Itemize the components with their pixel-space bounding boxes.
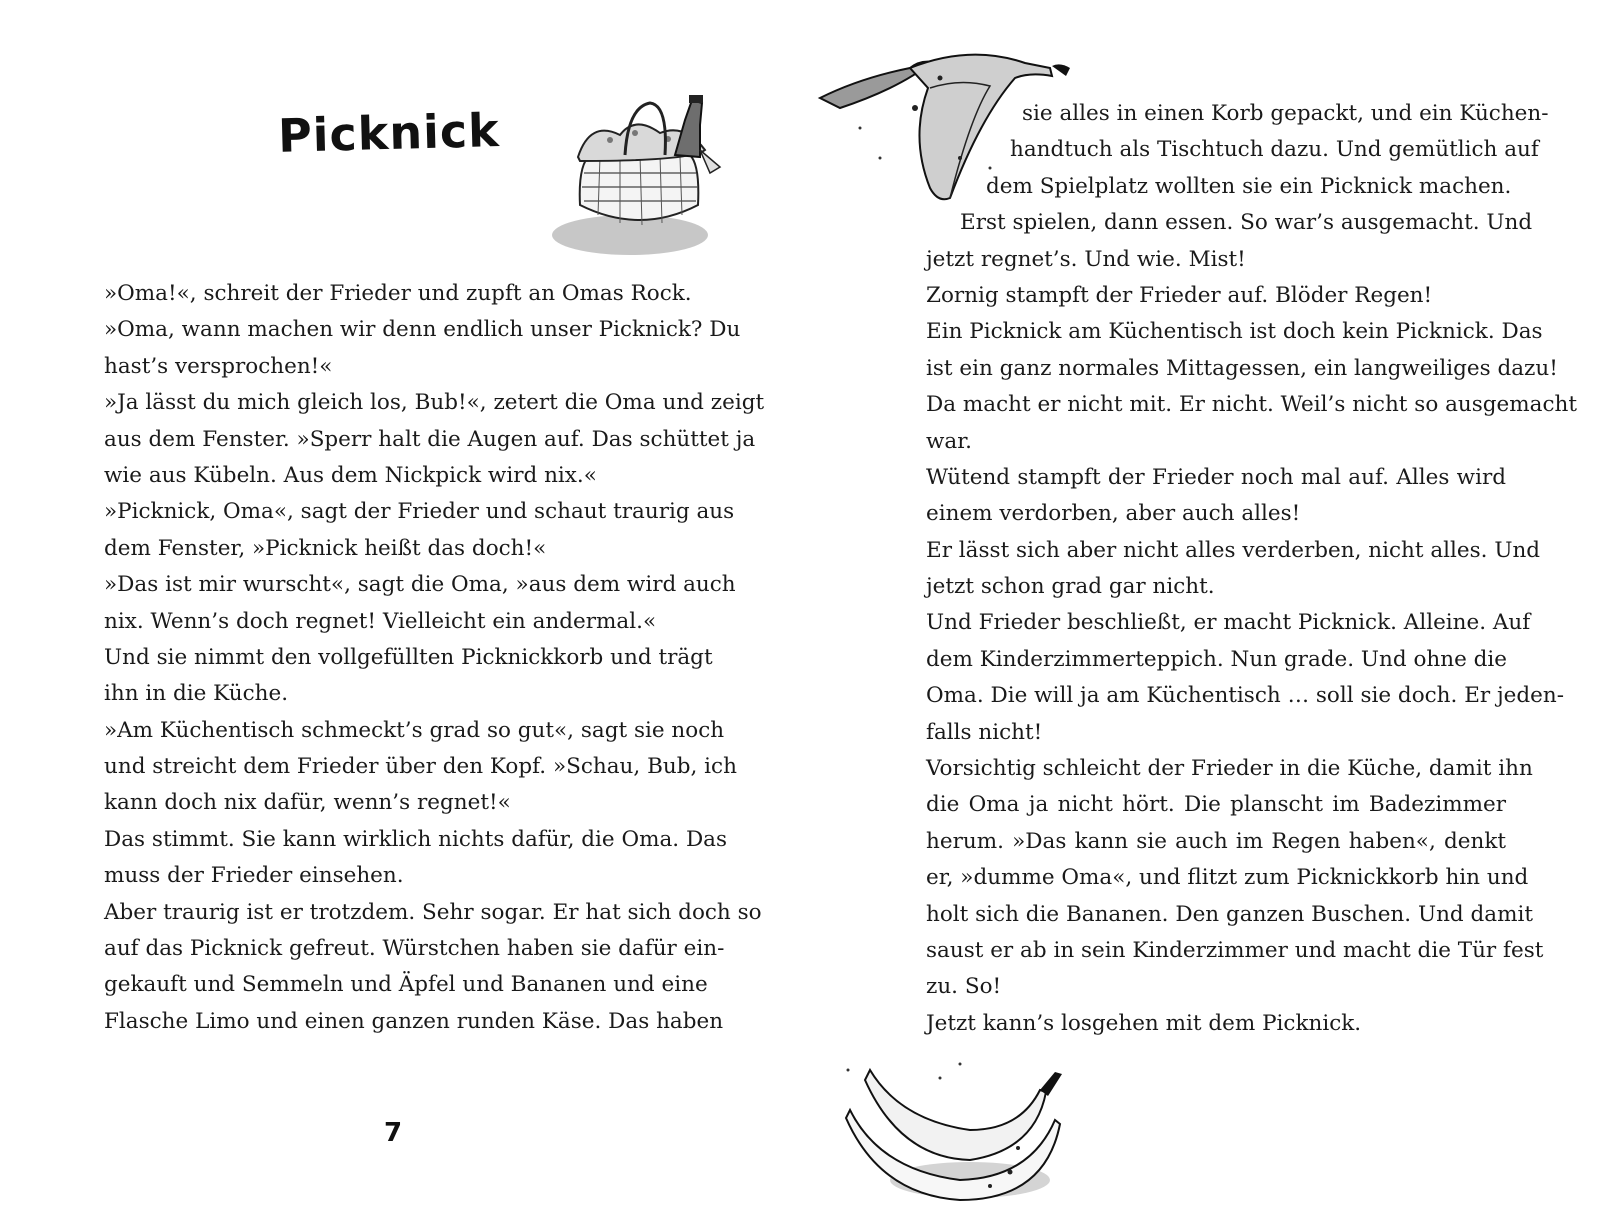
text-line: Zornig stampft der Frieder auf. Blöder Regen!	[926, 282, 1433, 308]
text-line: nix. Wenn’s doch regnet! Vielleicht ein andermal.«	[104, 608, 657, 634]
text-line: Das stimmt. Sie kann wirklich nichts dafür, die Oma. Das	[104, 826, 728, 852]
text-line: Flasche Limo und einen ganzen runden Käse. Das haben	[104, 1008, 724, 1034]
text-line: dem Kinderzimmerteppich. Nun grade. Und ohne die	[926, 646, 1508, 672]
text-line: er, »dumme Oma«, und flitzt zum Picknickkorb hin und	[926, 865, 1529, 891]
text-line: und streicht dem Frieder über den Kopf. »Schau, Bub, ich	[104, 754, 737, 780]
text-line: Wütend stampft der Frieder noch mal auf. Alles wird	[926, 464, 1506, 490]
text-line: »Ja lässt du mich gleich los, Bub!«, zetert die Oma und zeigt	[104, 390, 765, 416]
right-body-text	[926, 96, 1578, 1042]
text-line: hast’s versprochen!«	[104, 353, 333, 379]
chapter-title: Picknick	[277, 103, 501, 163]
left-body-text	[104, 276, 765, 1040]
text-line: holt sich die Bananen. Den ganzen Buschen. Und damit	[926, 901, 1533, 927]
text-line: herum. »Das kann sie auch im Regen haben«, denkt	[926, 828, 1506, 854]
text-line: Erst spielen, dann essen. So war’s ausgemacht. Und	[960, 210, 1533, 236]
text-line: Jetzt kann’s losgehen mit dem Picknick.	[926, 1010, 1362, 1036]
text-line: zu. So!	[926, 974, 1002, 1000]
text-line: »Das ist mir wurscht«, sagt die Oma, »aus dem wird auch	[104, 572, 736, 598]
text-line: Vorsichtig schleicht der Frieder in die Küche, damit ihn	[926, 756, 1533, 782]
text-line: auf das Picknick gefreut. Würstchen haben sie dafür ein-	[104, 936, 725, 962]
text-line: gekauft und Semmeln und Äpfel und Bananen und eine	[104, 972, 708, 998]
text-line: Aber traurig ist er trotzdem. Sehr sogar. Er hat sich doch so	[104, 899, 762, 925]
text-line: sie alles in einen Korb gepackt, und ein Küchen-	[1022, 101, 1549, 126]
text-line: kann doch nix dafür, wenn’s regnet!«	[104, 790, 511, 816]
text-line: wie aus Kübeln. Aus dem Nickpick wird nix.«	[104, 462, 597, 488]
text-line: Und sie nimmt den vollgefüllten Picknickkorb und trägt	[104, 644, 713, 670]
text-line: Da macht er nicht mit. Er nicht. Weil’s nicht so ausgemacht	[926, 392, 1578, 418]
picnic-basket-icon	[550, 95, 740, 260]
text-line: Er lässt sich aber nicht alles verderben, nicht alles. Und	[926, 537, 1541, 563]
text-line: ist ein ganz normales Mittagessen, ein langweiliges dazu!	[926, 355, 1558, 381]
text-line: Und Frieder beschließt, er macht Picknick. Alleine. Auf	[926, 610, 1531, 636]
text-line: ihn in die Küche.	[104, 681, 289, 707]
text-line: saust er ab in sein Kinderzimmer und macht die Tür fest	[926, 937, 1544, 963]
text-line: Ein Picknick am Küchentisch ist doch kein Picknick. Das	[926, 319, 1543, 345]
text-line: war.	[926, 428, 972, 454]
text-line: jetzt schon grad gar nicht.	[926, 574, 1215, 600]
text-line: Oma. Die will ja am Küchentisch … soll sie doch. Er jeden-	[926, 683, 1564, 709]
text-line: »Picknick, Oma«, sagt der Frieder und schaut traurig aus	[104, 499, 735, 525]
text-line: »Oma, wann machen wir denn endlich unser Picknick? Du	[104, 317, 741, 343]
text-line: dem Spielplatz wollten sie ein Picknick machen.	[986, 173, 1512, 199]
text-line: einem verdorben, aber auch alles!	[926, 501, 1301, 527]
text-line: jetzt regnet’s. Und wie. Mist!	[926, 246, 1246, 272]
two-bananas-icon	[840, 1060, 1070, 1210]
text-line: falls nicht!	[926, 719, 1043, 745]
page-number: 7	[384, 1118, 403, 1148]
right-page	[800, 0, 1600, 1229]
text-line: »Am Küchentisch schmeckt’s grad so gut«, sagt sie noch	[104, 717, 725, 743]
text-line: muss der Frieder einsehen.	[104, 863, 404, 889]
text-line: die Oma ja nicht hört. Die planscht im Badezimmer	[926, 792, 1506, 818]
text-line: »Oma!«, schreit der Frieder und zupft an Omas Rock.	[104, 281, 692, 306]
text-line: aus dem Fenster. »Sperr halt die Augen auf. Das schüttet ja	[104, 426, 756, 452]
text-line: handtuch als Tischtuch dazu. Und gemütlich auf	[1010, 137, 1539, 163]
text-line: dem Fenster, »Picknick heißt das doch!«	[104, 535, 547, 561]
